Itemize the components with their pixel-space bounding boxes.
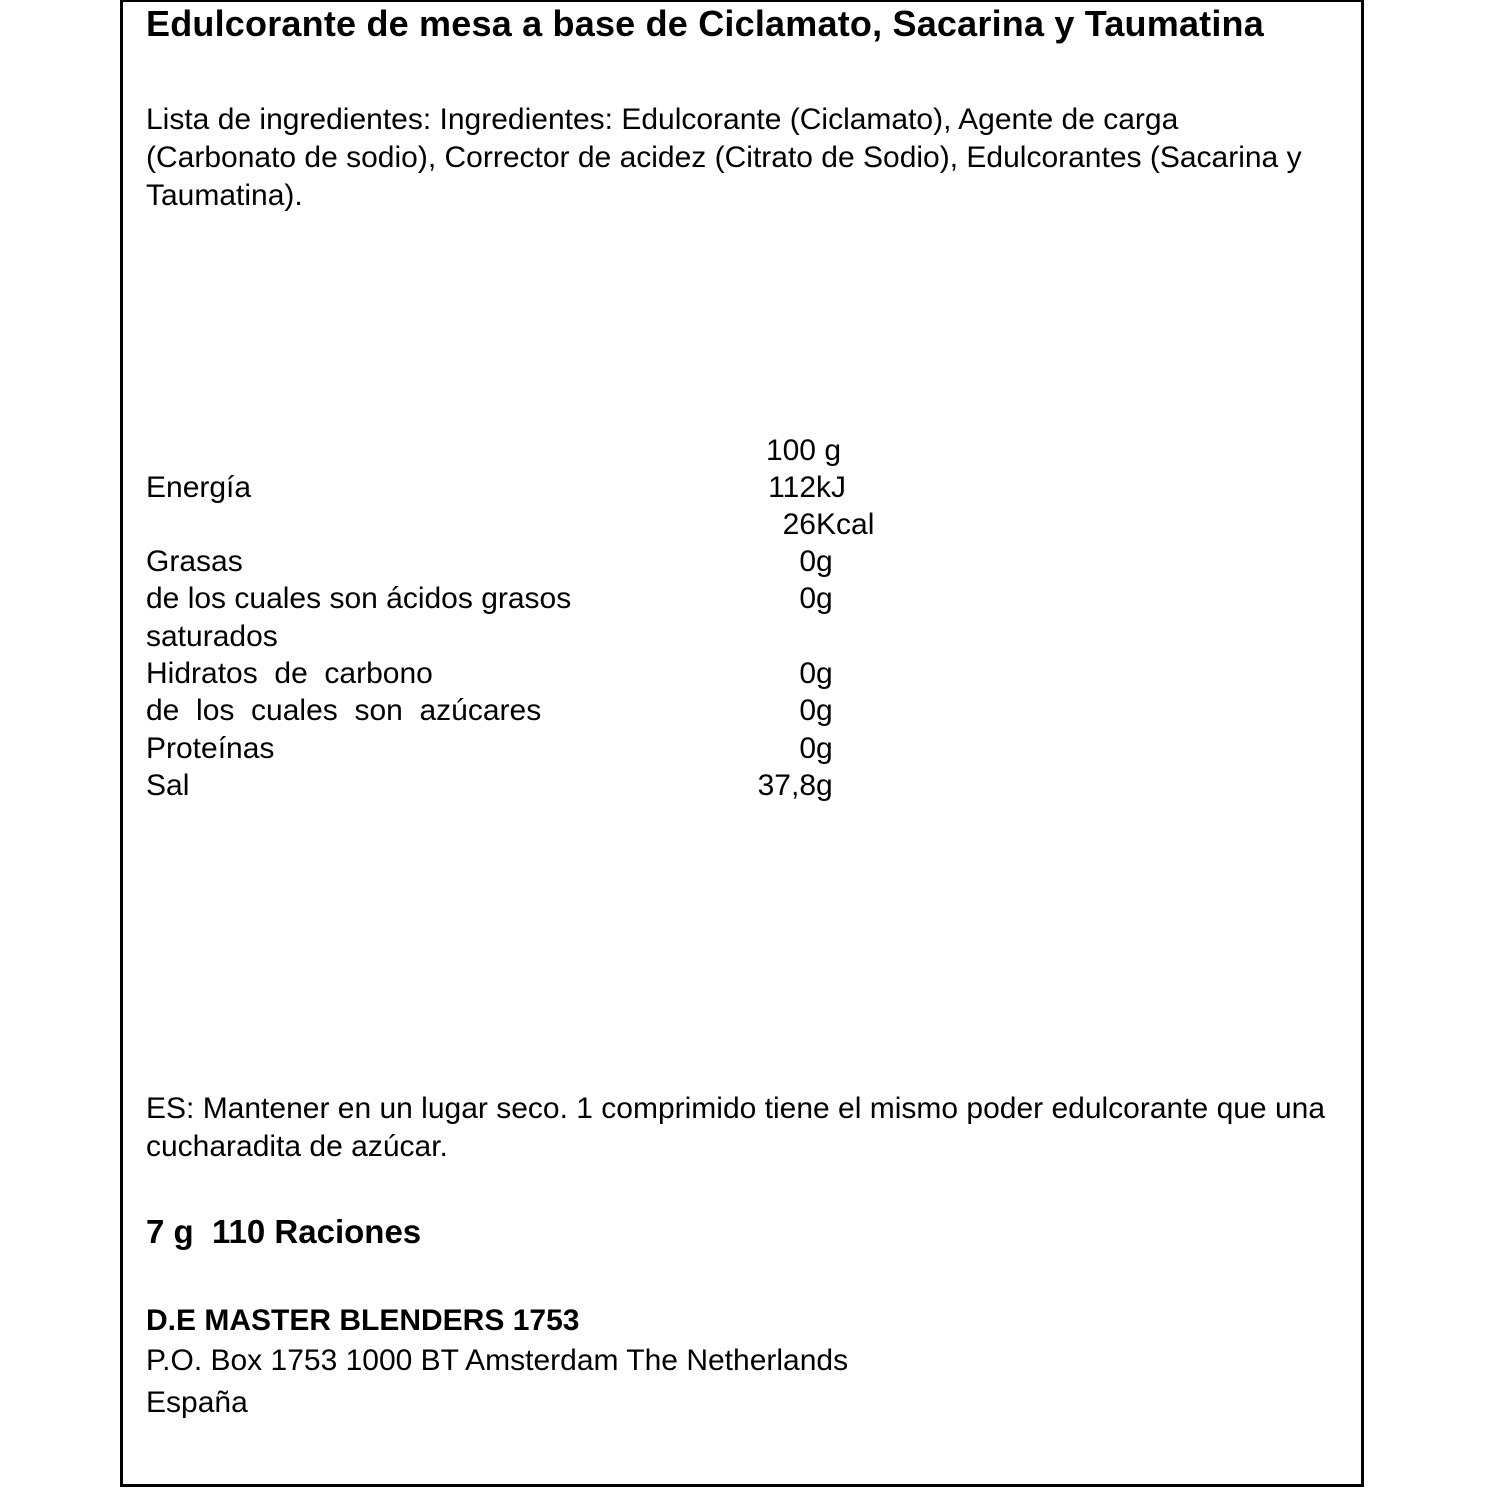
- nutrition-value-unit: g: [816, 694, 833, 727]
- nutrition-header-value: [726, 432, 946, 470]
- nutrition-value-num: 0: [799, 694, 816, 727]
- nutrition-label: de los cuales son azúcares: [146, 694, 542, 727]
- nutrition-row-fat: [146, 543, 946, 581]
- nutrition-value-unit: g: [816, 769, 833, 802]
- portion-info: 7 g 110 Raciones: [146, 1213, 422, 1250]
- nutrition-value: [726, 506, 946, 544]
- ingredients-list: Lista de ingredientes: Ingredientes: Edulcorante (Ciclamato), Agente de carga (Carbonato de sodio), Corrector de acidez (Citrato de Sodio), Edulcorantes (Sacarina y Taumatina).: [146, 103, 1302, 212]
- nutrition-label: Proteínas: [146, 732, 275, 765]
- nutrition-value: [726, 543, 946, 581]
- nutrition-value-num: 0: [799, 545, 816, 578]
- nutrition-value-unit: g: [816, 582, 833, 615]
- nutrition-value: [726, 469, 946, 507]
- nutrition-label: saturados: [146, 620, 278, 653]
- company-name: D.E MASTER BLENDERS 1753: [146, 1304, 580, 1337]
- nutrition-label: Sal: [146, 769, 190, 802]
- nutrition-value: [726, 580, 946, 618]
- nutrition-value: [726, 767, 946, 805]
- nutrition-label: Energía: [146, 471, 252, 504]
- nutrition-label: Hidratos de carbono: [146, 657, 433, 690]
- nutrition-value-num: 0: [799, 582, 816, 615]
- nutrition-label: Grasas: [146, 545, 243, 578]
- nutrition-header-unit: g: [816, 434, 842, 467]
- nutrition-value-num: 37,8: [757, 769, 816, 802]
- nutrition-row-salt: [146, 767, 946, 805]
- company-address: P.O. Box 1753 1000 BT Amsterdam The Netherlands: [146, 1344, 849, 1377]
- nutrition-value-unit: g: [816, 545, 833, 578]
- nutrition-header-row: [146, 432, 946, 470]
- nutrition-value-num: 0: [799, 732, 816, 765]
- nutrition-value: [726, 730, 946, 768]
- nutrition-row-energy-kj: [146, 469, 946, 507]
- storage-note: ES: Mantener en un lugar seco. 1 comprimido tiene el mismo poder edulcorante que una cucharadita de azúcar.: [146, 1092, 1326, 1163]
- nutrition-value-unit: g: [816, 657, 833, 690]
- nutrition-value-num: 0: [799, 657, 816, 690]
- nutrition-row-saturated-fat: [146, 580, 946, 618]
- nutrition-row-carbohydrates: [146, 655, 946, 693]
- nutrition-row-protein: [146, 730, 946, 768]
- nutrition-value-num: 112: [768, 471, 816, 504]
- nutrition-value-unit: kJ: [816, 471, 846, 504]
- nutrition-row-saturated-continuation: [146, 618, 946, 656]
- product-title: Edulcorante de mesa a base de Ciclamato, Sacarina y Taumatina: [146, 3, 1264, 44]
- nutrition-value: [726, 692, 946, 730]
- nutrition-header-num: 100: [765, 434, 816, 467]
- nutrition-label: de los cuales son ácidos grasos: [146, 582, 572, 615]
- nutrition-value-num: 26: [782, 508, 816, 541]
- nutrition-row-energy-kcal: [146, 506, 946, 544]
- nutrition-value: [726, 655, 946, 693]
- country: España: [146, 1386, 248, 1419]
- nutrition-value-unit: Kcal: [816, 508, 875, 541]
- nutrition-row-sugars: [146, 692, 946, 730]
- nutrition-value-unit: g: [816, 732, 833, 765]
